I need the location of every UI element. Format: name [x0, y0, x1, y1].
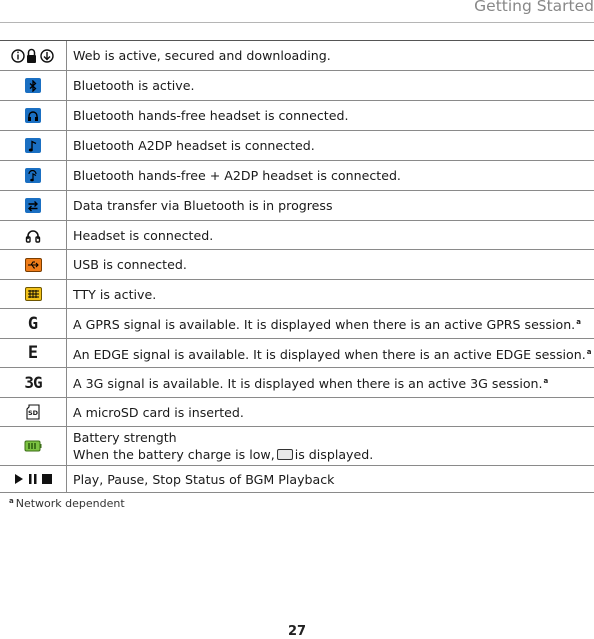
- table-row: [0, 161, 594, 191]
- low-battery-icon: [277, 449, 293, 460]
- row-description: A GPRS signal is available. It is displayed when there is an active GPRS session.: [73, 317, 576, 332]
- row-description: Data transfer via Bluetooth is in progress: [73, 198, 333, 213]
- row-description: Web is active, secured and downloading.: [73, 48, 331, 63]
- row-description-line2-end: is displayed.: [294, 447, 374, 462]
- usb-icon: [25, 258, 42, 272]
- table-row: [0, 191, 594, 221]
- web-active-secured-downloading-icons: [0, 41, 67, 70]
- footnote-text: Network dependent: [15, 497, 125, 510]
- row-description: An EDGE signal is available. It is displayed when there is an active EDGE session.: [73, 346, 586, 362]
- row-description: Play, Pause, Stop Status of BGM Playback: [73, 471, 335, 487]
- row-description: Bluetooth hands-free + A2DP headset is connected.: [73, 168, 401, 183]
- headset-icon: [25, 228, 41, 243]
- row-description: A microSD card is inserted.: [73, 404, 244, 420]
- row-description: TTY is active.: [73, 286, 157, 302]
- footnote-marker: a: [9, 497, 14, 505]
- footnote-marker: a: [576, 318, 581, 326]
- row-description: Bluetooth is active.: [73, 78, 195, 93]
- bluetooth-handsfree-a2dp-icon: [25, 168, 41, 183]
- row-description: Bluetooth hands-free headset is connected.: [73, 108, 349, 123]
- playback-status-icons: [13, 473, 53, 485]
- gprs-icon: G: [27, 313, 39, 334]
- table-row: [0, 101, 594, 131]
- table-row: [0, 250, 594, 280]
- table-row: [0, 466, 594, 493]
- table-row: [0, 309, 594, 339]
- microsd-icon: SD: [26, 404, 40, 420]
- page-header-title: Getting Started: [474, 0, 594, 15]
- bluetooth-transfer-icon: [25, 198, 41, 213]
- row-description: Headset is connected.: [73, 227, 214, 243]
- 3g-icon: 3G: [24, 373, 42, 392]
- table-row: [0, 427, 594, 466]
- footnote-marker: a: [586, 347, 592, 356]
- row-description: Bluetooth A2DP headset is connected.: [73, 138, 315, 153]
- status-icons-table: [0, 40, 594, 493]
- table-row: [0, 131, 594, 161]
- bluetooth-icon: [25, 78, 41, 93]
- tty-icon: [25, 287, 42, 301]
- row-description: Battery strength: [73, 430, 177, 445]
- table-row: [0, 280, 594, 309]
- row-description: USB is connected.: [73, 257, 187, 272]
- table-row: [0, 71, 594, 101]
- table-row: [0, 398, 594, 427]
- battery-icon: [24, 440, 42, 452]
- page-number: 27: [287, 624, 307, 639]
- table-row: [0, 221, 594, 250]
- table-row: [0, 368, 594, 398]
- footnote: [8, 497, 125, 510]
- header-divider: [0, 22, 594, 23]
- table-row: [0, 41, 594, 71]
- row-description: A 3G signal is available. It is displayed when there is an active 3G session.: [73, 376, 543, 391]
- table-row: [0, 339, 594, 368]
- bluetooth-headset-icon: [25, 108, 41, 123]
- bluetooth-a2dp-icon: [25, 138, 41, 153]
- footnote-marker: a: [543, 377, 549, 385]
- row-description-line2: When the battery charge is low,: [73, 447, 275, 462]
- edge-icon: E: [27, 343, 39, 363]
